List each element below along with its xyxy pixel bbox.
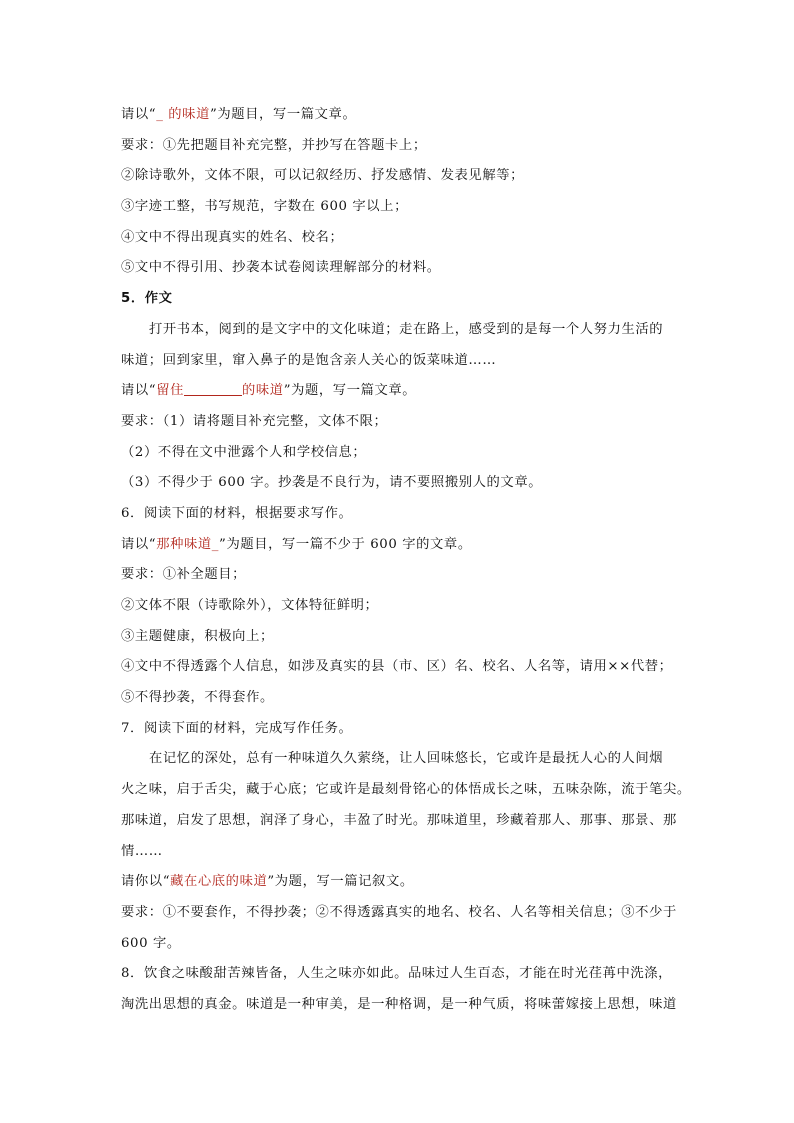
s6-req1: 要求：①补全题目； — [121, 567, 247, 583]
s4-req4: ④文中不得出现真实的姓名、校名； — [121, 229, 344, 245]
s6-prompt — [121, 530, 681, 561]
s6-req3: ③主题健康，积极向上； — [121, 628, 274, 644]
s5-prompt-pre: 请以“ — [121, 383, 157, 399]
s8-line2: 淘洗出思想的真金。味道是一种审美，是一种格调，是一种气质，将味蕾嫁接上思想，味道 — [121, 996, 677, 1012]
document-page — [121, 100, 691, 1021]
s4-req2: ②除诗歌外，文体不限，可以记叙经历、抒发感情、发表见解等； — [121, 168, 525, 184]
s4-req5: ⑤文中不得引用、抄袭本试卷阅读理解部分的材料。 — [121, 260, 441, 276]
s5-prompt-post: ”为题，写一篇文章。 — [283, 383, 417, 399]
s4-req1: 要求：①先把题目补充完整，并抄写在答题卡上； — [121, 137, 427, 153]
s5-title-blank — [184, 381, 242, 396]
s4-req3: ③字迹工整，书写规范，字数在 600 字以上； — [121, 199, 408, 215]
s7-heading: 7．阅读下面的材料，完成写作任务。 — [121, 720, 353, 736]
s7-para2: 火之味，启于舌尖，藏于心底；它或许是最刻骨铭心的体悟成长之味，五味杂陈，流于笔尖。 — [121, 782, 691, 798]
s7-para3: 那味道，启发了思想，润泽了身心，丰盈了时光。那味道里，珍藏着那人、那事、那景、那 — [121, 812, 677, 828]
s7-req1: 要求：①不要套作，不得抄袭；②不得透露真实的地名、校名、人名等相关信息；③不少于 — [121, 904, 677, 920]
s5-prompt — [121, 376, 681, 407]
s7-prompt-pre: 请你以“ — [121, 874, 171, 890]
s4-prompt-post: ”为题目，写一篇文章。 — [209, 107, 357, 122]
s7-req2: 600 字。 — [121, 935, 181, 951]
s5-para2: 味道；回到家里，窜入鼻子的是饱含亲人关心的饭菜味道…… — [121, 352, 497, 368]
s5-heading: 5．作文 — [121, 291, 173, 307]
s7-prompt — [121, 867, 681, 898]
s7-prompt-title: 藏在心底的味道 — [170, 874, 268, 890]
s6-heading: 6．阅读下面的材料，根据要求写作。 — [121, 505, 353, 521]
s5-prompt-title-b: 的味道 — [242, 383, 284, 399]
s5-req2: （2）不得在文中泄露个人和学校信息； — [121, 444, 367, 460]
s5-para1: 打开书本，阅到的是文字中的文化味道；走在路上，感受到的是每一个人努力生活的 — [149, 321, 664, 337]
s4-prompt — [121, 100, 681, 131]
s6-req4: ④文中不得透露个人信息，如涉及真实的县（市、区）名、校名、人名等，请用××代替； — [121, 659, 673, 675]
s4-prompt-pre: 请以“ — [121, 107, 157, 122]
s5-req3: （3）不得少于 600 字。抄袭是不良行为，请不要照搬别人的文章。 — [121, 475, 543, 491]
s6-prompt-title: 那种味道_ — [156, 536, 220, 552]
s6-prompt-post: ”为题目，写一篇不少于 600 字的文章。 — [219, 536, 472, 552]
s8-line1: 8．饮食之味酸甜苦辣皆备，人生之味亦如此。品味过人生百态，才能在时光荏苒中洗涤， — [121, 966, 673, 982]
s5-prompt-title-a: 留住 — [156, 383, 184, 399]
s7-para1: 在记忆的深处，总有一种味道久久萦绕，让人回味悠长，它或许是最抚人心的人间烟 — [149, 751, 664, 767]
s7-prompt-post: ”为题，写一篇记叙文。 — [267, 874, 414, 890]
s6-req2: ②文体不限（诗歌除外），文体特征鲜明； — [121, 598, 379, 613]
s5-req1: 要求：（1）请将题目补充完整，文体不限； — [121, 413, 388, 429]
s6-prompt-pre: 请以“ — [121, 536, 157, 552]
s4-prompt-title: _ 的味道 — [156, 107, 210, 122]
s6-req5: ⑤不得抄袭，不得套作。 — [121, 690, 274, 706]
s7-para4: 情…… — [121, 843, 163, 859]
